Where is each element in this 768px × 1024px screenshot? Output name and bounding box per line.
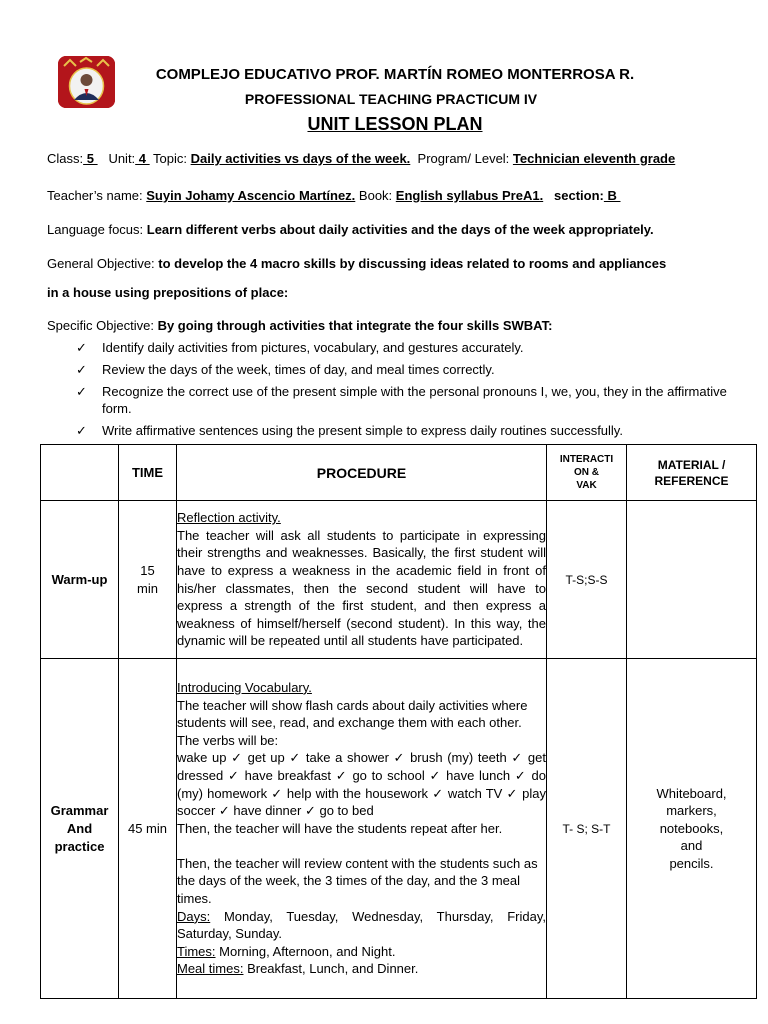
checkmark-icon: ✓ (76, 384, 87, 399)
grammar-verb-list: wake up ✓ get up ✓ take a shower ✓ brush (my) teeth ✓ get dressed ✓ have breakfast ✓ go to school ✓ have lunch ✓ do (my) homework ✓ help with the housework ✓ watch TV ✓ play soccer ✓ have dinner ✓ go to bed (177, 750, 546, 819)
warmup-procedure-title: Reflection activity. (177, 510, 281, 526)
objective-item: ✓ Review the days of the week, times of day, and meal times correctly. (76, 362, 495, 377)
material-header: MATERIAL / REFERENCE (627, 445, 757, 501)
topic-value: Daily activities vs days of the week. (190, 151, 411, 166)
language-focus-line (47, 222, 654, 237)
objectives-list (76, 339, 736, 444)
warmup-procedure-body: The teacher will ask all students to participate in expressing their strengths and weaknesses. Basically, the first student will have to express a weakness in the academic field in front of his/her classmates, then the second student will have to express a strength of the first student, and then express a weakness of himself/herself (second student). In this way, the dynamic will be repeated until all students have participated. (177, 527, 546, 649)
class-info-line (47, 151, 675, 166)
grammar-repeat: Then, the teacher will have the students repeat after her. (177, 820, 503, 836)
warmup-stage: Warm-up (41, 501, 119, 659)
table-row-grammar (41, 659, 757, 999)
specific-objective-line (47, 318, 552, 333)
checkmark-icon: ✓ (76, 362, 87, 377)
grammar-meal-times: Meal times: Breakfast, Lunch, and Dinner. (177, 961, 419, 977)
program-label: Program/ Level: (417, 151, 510, 166)
unit-value: 4 (135, 151, 150, 166)
general-objective-line (47, 256, 666, 271)
grammar-procedure-title: Introducing Vocabulary. (177, 679, 312, 695)
specific-objective-label: Specific Objective: (47, 318, 154, 333)
language-focus-value: Learn different verbs about daily activities and the days of the week appropriately. (146, 222, 654, 237)
warmup-time: 15 min (119, 501, 177, 659)
stage-header (41, 445, 119, 501)
practicum-title: PROFESSIONAL TEACHING PRACTICUM IV (244, 91, 538, 107)
checkmark-icon: ✓ (76, 423, 87, 438)
table-header-row (41, 445, 757, 501)
general-objective-continued: in a house using prepositions of place: (47, 285, 289, 300)
objective-item: ✓ Recognize the correct use of the present simple with the personal pronouns I, we, you, they in the affirmative form. (76, 384, 727, 416)
book-label: Book: (358, 188, 393, 203)
grammar-review: Then, the teacher will review content with the students such as the days of the week, the 3 times of the day, and the 3 meal times. (177, 855, 538, 907)
grammar-days: Days: Monday, Tuesday, Wednesday, Thursday, Friday, Saturday, Sunday. (177, 908, 546, 942)
document-title: UNIT LESSON PLAN (307, 114, 483, 134)
grammar-material: Whiteboard, markers, notebooks, and pencils. (627, 659, 757, 999)
objective-item: ✓ Write affirmative sentences using the present simple to express daily routines successfully. (76, 423, 623, 438)
lesson-plan-table (40, 444, 757, 999)
teacher-value: Suyin Johamy Ascencio Martínez. (146, 188, 356, 203)
interaction-header: INTERACTI ON & VAK (547, 445, 627, 501)
procedure-header: PROCEDURE (177, 445, 547, 501)
section-value: B (603, 188, 621, 203)
book-value: English syllabus PreA1. (395, 188, 544, 203)
teacher-info-line (47, 188, 621, 203)
grammar-interaction: T- S; S-T (547, 659, 627, 999)
grammar-times: Times: Morning, Afternoon, and Night. (177, 943, 396, 959)
general-objective-label: General Objective: (47, 256, 155, 271)
class-value: 5 (83, 151, 98, 166)
specific-objective-value: By going through activities that integrate the four skills SWBAT: (157, 318, 553, 333)
class-label: Class: (47, 151, 84, 166)
warmup-procedure (177, 501, 547, 659)
teacher-label: Teacher’s name: (47, 188, 143, 203)
section-label: section: (554, 188, 604, 203)
unit-label: Unit: (108, 151, 136, 166)
objective-item: ✓ Identify daily activities from pictures, vocabulary, and gestures accurately. (76, 340, 524, 355)
warmup-material (627, 501, 757, 659)
grammar-stage: Grammar And practice (41, 659, 119, 999)
school-name: COMPLEJO EDUCATIVO PROF. MARTÍN ROMEO MONTERROSA R. (155, 66, 635, 83)
time-header: TIME (119, 445, 177, 501)
general-objective-value: to develop the 4 macro skills by discussing ideas related to rooms and appliances (158, 256, 667, 271)
program-value: Technician eleventh grade (512, 151, 676, 166)
grammar-procedure (177, 659, 547, 999)
grammar-procedure-intro: The teacher will show flash cards about daily activities where students will see, read, and exchange them with each other. The verbs will be: (177, 697, 528, 748)
warmup-interaction: T-S;S-S (547, 501, 627, 659)
topic-label: Topic: (153, 151, 187, 166)
language-focus-label: Language focus: (47, 222, 144, 237)
grammar-time: 45 min (119, 659, 177, 999)
checkmark-icon: ✓ (76, 340, 87, 355)
table-row-warmup (41, 501, 757, 659)
